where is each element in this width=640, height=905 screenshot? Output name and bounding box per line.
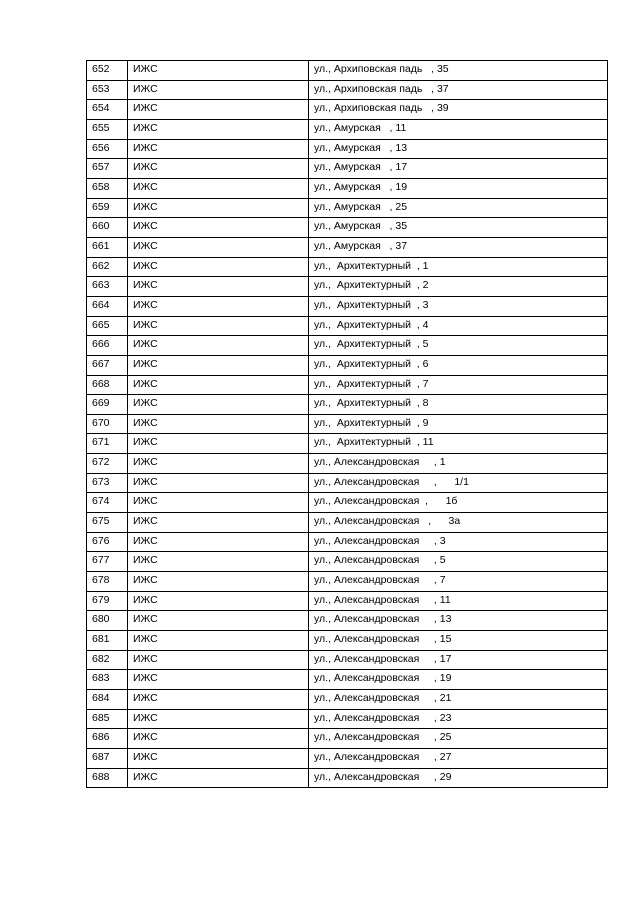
table-row	[87, 454, 608, 474]
row-number-cell: 658	[87, 178, 128, 198]
row-number-cell: 667	[87, 355, 128, 375]
table-row	[87, 355, 608, 375]
table-row	[87, 611, 608, 631]
row-number-cell: 653	[87, 80, 128, 100]
row-type-cell: ИЖС	[128, 690, 309, 710]
row-number-cell: 671	[87, 434, 128, 454]
row-type-cell: ИЖС	[128, 277, 309, 297]
row-number-cell: 652	[87, 61, 128, 81]
row-type-cell: ИЖС	[128, 768, 309, 788]
table-row	[87, 591, 608, 611]
row-type-cell: ИЖС	[128, 670, 309, 690]
table-row	[87, 650, 608, 670]
row-type-cell: ИЖС	[128, 611, 309, 631]
row-address-cell: ул., Архитектурный , 11	[309, 434, 608, 454]
row-number-cell: 656	[87, 139, 128, 159]
table-row	[87, 552, 608, 572]
table-row	[87, 61, 608, 81]
table-row	[87, 493, 608, 513]
table-row	[87, 198, 608, 218]
table-row	[87, 709, 608, 729]
table-row	[87, 277, 608, 297]
row-type-cell: ИЖС	[128, 355, 309, 375]
row-type-cell: ИЖС	[128, 119, 309, 139]
row-type-cell: ИЖС	[128, 414, 309, 434]
row-type-cell: ИЖС	[128, 709, 309, 729]
row-address-cell: ул., Александровская , 29	[309, 768, 608, 788]
row-type-cell: ИЖС	[128, 395, 309, 415]
row-address-cell: ул., Александровская , 11	[309, 591, 608, 611]
row-number-cell: 664	[87, 296, 128, 316]
table-row	[87, 395, 608, 415]
row-type-cell: ИЖС	[128, 139, 309, 159]
table-row	[87, 631, 608, 651]
row-number-cell: 679	[87, 591, 128, 611]
row-type-cell: ИЖС	[128, 316, 309, 336]
row-type-cell: ИЖС	[128, 631, 309, 651]
row-number-cell: 685	[87, 709, 128, 729]
row-type-cell: ИЖС	[128, 218, 309, 238]
row-type-cell: ИЖС	[128, 296, 309, 316]
table-row	[87, 532, 608, 552]
table-row	[87, 414, 608, 434]
row-address-cell: ул., Александровская , 3	[309, 532, 608, 552]
row-address-cell: ул., Амурская , 19	[309, 178, 608, 198]
row-address-cell: ул., Амурская , 17	[309, 159, 608, 179]
row-type-cell: ИЖС	[128, 257, 309, 277]
row-type-cell: ИЖС	[128, 729, 309, 749]
row-type-cell: ИЖС	[128, 375, 309, 395]
table-row	[87, 690, 608, 710]
row-number-cell: 678	[87, 572, 128, 592]
row-address-cell: ул., Александровская , 13	[309, 611, 608, 631]
row-address-cell: ул., Александровская , 17	[309, 650, 608, 670]
row-type-cell: ИЖС	[128, 159, 309, 179]
row-type-cell: ИЖС	[128, 532, 309, 552]
table-row	[87, 316, 608, 336]
row-address-cell: ул., Александровская , 21	[309, 690, 608, 710]
row-address-cell: ул., Архитектурный , 3	[309, 296, 608, 316]
table-row	[87, 296, 608, 316]
row-number-cell: 654	[87, 100, 128, 120]
row-address-cell: ул., Александровская , 5	[309, 552, 608, 572]
row-number-cell: 684	[87, 690, 128, 710]
row-type-cell: ИЖС	[128, 100, 309, 120]
row-address-cell: ул., Александровская , 7	[309, 572, 608, 592]
row-address-cell: ул., Архитектурный , 2	[309, 277, 608, 297]
row-number-cell: 680	[87, 611, 128, 631]
row-number-cell: 672	[87, 454, 128, 474]
row-type-cell: ИЖС	[128, 513, 309, 533]
row-type-cell: ИЖС	[128, 454, 309, 474]
row-number-cell: 665	[87, 316, 128, 336]
row-number-cell: 662	[87, 257, 128, 277]
row-address-cell: ул., Архитектурный , 6	[309, 355, 608, 375]
row-address-cell: ул., Александровская , 1	[309, 454, 608, 474]
row-address-cell: ул., Архитектурный , 5	[309, 336, 608, 356]
table-row	[87, 100, 608, 120]
table-row	[87, 513, 608, 533]
row-address-cell: ул., Архитектурный , 1	[309, 257, 608, 277]
row-number-cell: 666	[87, 336, 128, 356]
row-type-cell: ИЖС	[128, 591, 309, 611]
row-number-cell: 659	[87, 198, 128, 218]
row-type-cell: ИЖС	[128, 198, 309, 218]
row-address-cell: ул., Амурская , 37	[309, 237, 608, 257]
table-row	[87, 768, 608, 788]
table-body	[87, 61, 608, 788]
table-row	[87, 218, 608, 238]
row-type-cell: ИЖС	[128, 473, 309, 493]
row-type-cell: ИЖС	[128, 178, 309, 198]
row-number-cell: 674	[87, 493, 128, 513]
row-address-cell: ул., Александровская , 25	[309, 729, 608, 749]
row-type-cell: ИЖС	[128, 493, 309, 513]
row-address-cell: ул., Архиповская падь , 39	[309, 100, 608, 120]
row-address-cell: ул., Александровская , 1/1	[309, 473, 608, 493]
row-number-cell: 663	[87, 277, 128, 297]
row-type-cell: ИЖС	[128, 650, 309, 670]
row-address-cell: ул., Архитектурный , 7	[309, 375, 608, 395]
row-address-cell: ул., Амурская , 25	[309, 198, 608, 218]
table-row	[87, 375, 608, 395]
table-row	[87, 729, 608, 749]
row-number-cell: 657	[87, 159, 128, 179]
table-row	[87, 178, 608, 198]
row-address-cell: ул., Амурская , 11	[309, 119, 608, 139]
row-number-cell: 687	[87, 748, 128, 768]
row-number-cell: 688	[87, 768, 128, 788]
row-address-cell: ул., Александровская , 1б	[309, 493, 608, 513]
row-number-cell: 668	[87, 375, 128, 395]
row-type-cell: ИЖС	[128, 434, 309, 454]
row-number-cell: 676	[87, 532, 128, 552]
row-address-cell: ул., Александровская , 27	[309, 748, 608, 768]
row-number-cell: 673	[87, 473, 128, 493]
row-type-cell: ИЖС	[128, 80, 309, 100]
row-address-cell: ул., Архиповская падь , 35	[309, 61, 608, 81]
table-row	[87, 80, 608, 100]
table-row	[87, 257, 608, 277]
row-address-cell: ул., Архитектурный , 9	[309, 414, 608, 434]
row-address-cell: ул., Амурская , 13	[309, 139, 608, 159]
row-number-cell: 655	[87, 119, 128, 139]
row-number-cell: 661	[87, 237, 128, 257]
table-row	[87, 139, 608, 159]
table-row	[87, 572, 608, 592]
row-address-cell: ул., Архиповская падь , 37	[309, 80, 608, 100]
row-number-cell: 669	[87, 395, 128, 415]
row-type-cell: ИЖС	[128, 748, 309, 768]
row-address-cell: ул., Александровская , 23	[309, 709, 608, 729]
row-number-cell: 677	[87, 552, 128, 572]
row-address-cell: ул., Александровская , 15	[309, 631, 608, 651]
address-table	[86, 60, 608, 788]
table-row	[87, 119, 608, 139]
row-address-cell: ул., Архитектурный , 8	[309, 395, 608, 415]
row-type-cell: ИЖС	[128, 61, 309, 81]
row-type-cell: ИЖС	[128, 572, 309, 592]
table-row	[87, 237, 608, 257]
row-address-cell: ул., Амурская , 35	[309, 218, 608, 238]
table-row	[87, 670, 608, 690]
row-type-cell: ИЖС	[128, 552, 309, 572]
row-number-cell: 683	[87, 670, 128, 690]
row-type-cell: ИЖС	[128, 237, 309, 257]
table-row	[87, 336, 608, 356]
row-number-cell: 675	[87, 513, 128, 533]
row-number-cell: 686	[87, 729, 128, 749]
table-row	[87, 159, 608, 179]
row-address-cell: ул., Архитектурный , 4	[309, 316, 608, 336]
row-number-cell: 682	[87, 650, 128, 670]
table-row	[87, 434, 608, 454]
table-row	[87, 748, 608, 768]
table-row	[87, 473, 608, 493]
row-address-cell: ул., Александровская , 3а	[309, 513, 608, 533]
row-address-cell: ул., Александровская , 19	[309, 670, 608, 690]
row-type-cell: ИЖС	[128, 336, 309, 356]
row-number-cell: 670	[87, 414, 128, 434]
row-number-cell: 681	[87, 631, 128, 651]
row-number-cell: 660	[87, 218, 128, 238]
